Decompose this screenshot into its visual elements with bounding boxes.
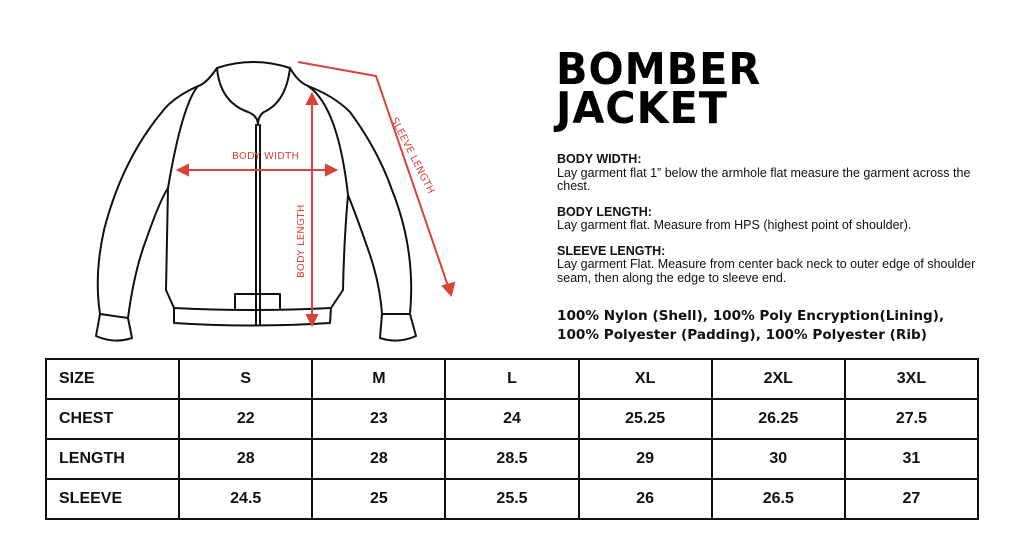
waist-band: [174, 294, 331, 310]
note-heading: BODY LENGTH:: [557, 204, 652, 219]
page-title: [556, 44, 762, 134]
table-cell: 23: [312, 399, 445, 439]
header-cell: L: [445, 359, 578, 399]
table-header-row: [46, 359, 978, 399]
table-cell: 31: [845, 439, 978, 479]
raglan-seams: [168, 86, 348, 195]
measurement-notes: [557, 153, 977, 297]
body-length-label: BODY LENGTH: [296, 204, 307, 278]
header-cell: 3XL: [845, 359, 978, 399]
note-body-length: [557, 206, 977, 233]
header-cell: SIZE: [46, 359, 179, 399]
table-row-length: [46, 439, 978, 479]
note-text: Lay garment flat. Measure from HPS (highest point of shoulder).: [557, 218, 912, 232]
row-label: SLEEVE: [46, 479, 179, 519]
note-heading: BODY WIDTH:: [557, 152, 642, 166]
title-line-1: BOMBER: [556, 44, 762, 95]
table-cell: 26.5: [712, 479, 845, 519]
table-cell: 28: [312, 439, 445, 479]
table-cell: 28.5: [445, 439, 578, 479]
table-cell: 24: [445, 399, 578, 439]
header-cell: 2XL: [712, 359, 845, 399]
body-width-label: BODY WIDTH: [232, 151, 300, 162]
jacket-illustration: [80, 50, 480, 350]
material-composition: [557, 307, 997, 345]
row-label: LENGTH: [46, 439, 179, 479]
table-cell: 22: [179, 399, 312, 439]
title-line-2: JACKET: [556, 83, 728, 134]
size-chart-table: [45, 358, 979, 520]
table-cell: 29: [579, 439, 712, 479]
header-cell: S: [179, 359, 312, 399]
table-cell: 26: [579, 479, 712, 519]
table-cell: 24.5: [179, 479, 312, 519]
table-cell: 25: [312, 479, 445, 519]
right-cuff: [380, 314, 416, 341]
table-row-chest: [46, 399, 978, 439]
table-cell: 28: [179, 439, 312, 479]
note-sleeve-length: [557, 245, 977, 286]
header-cell: M: [312, 359, 445, 399]
table-row-sleeve: [46, 479, 978, 519]
jacket-diagram: [80, 50, 480, 350]
table-cell: 25.5: [445, 479, 578, 519]
row-label: CHEST: [46, 399, 179, 439]
body-width-arrow-right: [326, 165, 336, 175]
note-text: Lay garment flat 1” below the armhole flat measure the garment across the chest.: [557, 165, 971, 193]
note-heading: SLEEVE LENGTH:: [557, 243, 666, 258]
collar: [217, 62, 290, 125]
table-cell: 30: [712, 439, 845, 479]
table-cell: 27: [845, 479, 978, 519]
sleeve-length-label: SLEEVE LENGTH: [388, 116, 437, 196]
table-cell: 27.5: [845, 399, 978, 439]
note-body-width: [557, 153, 977, 194]
jacket-outline: [98, 68, 411, 326]
material-line-1: 100% Nylon (Shell), 100% Poly Encryption(Lining),: [557, 308, 945, 324]
table-cell: 26.25: [712, 399, 845, 439]
note-text: Lay garment Flat. Measure from center back neck to outer edge of shoulder seam, then along the edge to sleeve end.: [557, 257, 976, 285]
header-cell: XL: [579, 359, 712, 399]
body-width-arrow-left: [178, 165, 188, 175]
material-line-2: 100% Polyester (Padding), 100% Polyester (Rib): [557, 327, 927, 343]
sleeve-length-arrow: [443, 283, 454, 295]
body-length-arrow-top: [307, 94, 317, 104]
table-cell: 25.25: [579, 399, 712, 439]
